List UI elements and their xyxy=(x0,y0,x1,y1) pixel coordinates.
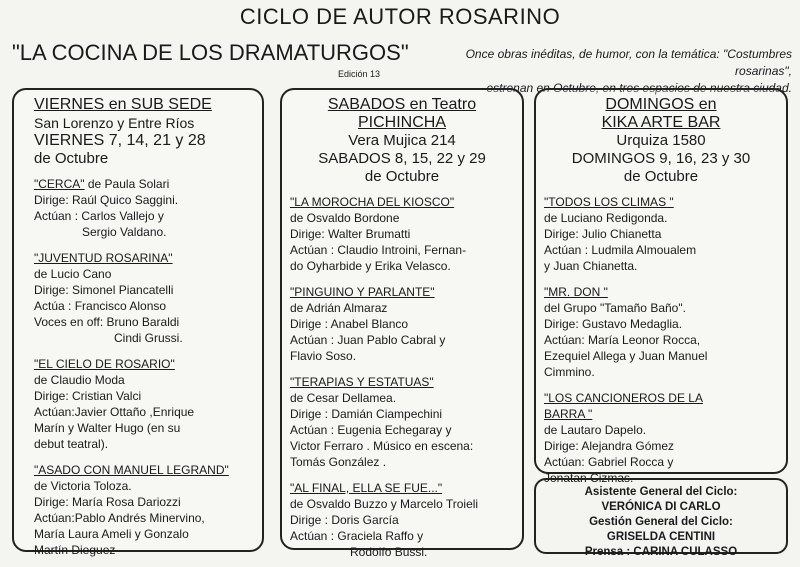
venue-heading: DOMINGOS en xyxy=(605,96,717,113)
venue-month: de Octubre xyxy=(364,168,440,185)
venue-block xyxy=(34,96,252,168)
play-line: Actúan:Pablo Andrés Minervino, xyxy=(34,511,205,525)
description-line: estrenan en Octubre, en tres espacios de nuestra ciudad. xyxy=(486,81,792,95)
credits-line: Asistente General del Ciclo: xyxy=(584,486,738,498)
play-title: BARRA " xyxy=(544,407,593,421)
play-line: de Claudio Moda xyxy=(34,373,125,387)
play-line: Victor Ferraro . Músico en escena: xyxy=(290,439,474,453)
play-line: Dirige: Walter Brumatti xyxy=(290,227,411,241)
play-title: "AL FINAL, ELLA SE FUE..." xyxy=(290,481,443,495)
play-entry xyxy=(34,462,252,558)
credits-box xyxy=(534,478,788,558)
venue-address: San Lorenzo y Entre Ríos xyxy=(34,115,195,131)
play-title: "LA MOROCHA DEL KIOSCO" xyxy=(290,195,455,209)
page-title: CICLO DE AUTOR ROSARINO xyxy=(239,4,561,29)
play-line: Ezequiel Allega y Juan Manuel xyxy=(544,349,708,363)
play-line: Cimmino. xyxy=(544,365,595,379)
play-line: Actúan : Juan Pablo Cabral y xyxy=(290,333,446,347)
play-line: Actúan: María Leonor Rocca, xyxy=(544,333,701,347)
play-line: Voces en off: Bruno Baraldi xyxy=(34,315,180,329)
venue-address: Urquiza 1580 xyxy=(616,132,706,149)
play-title: "PINGUINO Y PARLANTE" xyxy=(290,285,435,299)
credits-line: Prensa : CARINA CULASSO xyxy=(584,546,738,558)
play-line: do Oyharbide y Erika Velasco. xyxy=(290,259,451,273)
play-author: de Paula Solari xyxy=(84,177,170,191)
play-entry xyxy=(290,284,514,364)
play-line: Jonatan Cizmas. xyxy=(544,471,634,485)
play-line: Actúan : Graciela Raffo y xyxy=(290,529,424,543)
play-line: Rodolfo Bussi. xyxy=(350,545,428,559)
venue-block xyxy=(544,96,778,186)
page-subtitle: "LA COCINA DE LOS DRAMATURGOS" xyxy=(12,40,409,65)
play-line: Actúan : Carlos Vallejo y xyxy=(34,209,164,223)
play-line: de Lautaro Dapelo. xyxy=(544,423,647,437)
play-line: Dirige: Raúl Quico Saggini. xyxy=(34,193,179,207)
play-line: del Grupo "Tamaño Baño". xyxy=(544,301,686,315)
friday-column xyxy=(12,88,264,557)
play-title: "TERAPIAS Y ESTATUAS" xyxy=(290,375,434,389)
play-title: "ASADO CON MANUEL LEGRAND" xyxy=(34,463,229,477)
play-line: de Osvaldo Buzzo y Marcelo Troieli xyxy=(290,497,479,511)
edition-label: Edición 13 xyxy=(338,69,381,79)
play-line: Dirige: María Rosa Dariozzi xyxy=(34,495,181,509)
play-line: de Lucio Cano xyxy=(34,267,112,281)
play-line: Actúa : Francisco Alonso xyxy=(34,299,167,313)
play-line: de Cesar Dellamea. xyxy=(290,391,397,405)
venue-month: de Octubre xyxy=(34,150,109,167)
credits-line: VERÓNICA DI CARLO xyxy=(601,501,721,513)
venue-block xyxy=(290,96,514,186)
play-entry xyxy=(290,374,514,470)
play-entry xyxy=(290,480,514,560)
play-line: María Laura Ameli y Gonzalo xyxy=(34,527,189,541)
play-line: de Adrián Almaraz xyxy=(290,301,388,315)
play-line: Dirige: Alejandra Gómez xyxy=(544,439,675,453)
venue-dates: VIERNES 7, 14, 21 y 28 xyxy=(34,132,206,149)
play-line: Dirige : Anabel Blanco xyxy=(290,317,409,331)
play-line: Flavio Soso. xyxy=(290,349,357,363)
play-entry xyxy=(544,390,778,486)
play-title: "EL CIELO DE ROSARIO" xyxy=(34,357,175,371)
play-line: Dirige : Doris García xyxy=(290,513,399,527)
play-line: Dirige: Cristian Valci xyxy=(34,389,142,403)
venue-name: KIKA ARTE BAR xyxy=(601,114,721,131)
play-line: Marín y Walter Hugo (en su xyxy=(34,421,181,435)
play-entry xyxy=(544,194,778,274)
play-title: "TODOS LOS CLIMAS " xyxy=(544,195,674,209)
play-title: "JUVENTUD ROSARINA" xyxy=(34,251,173,265)
play-line: Dirige: Julio Chianetta xyxy=(544,227,662,241)
credits-line: Gestión General del Ciclo: xyxy=(589,516,733,528)
sunday-column xyxy=(534,88,788,485)
venue-dates: DOMINGOS 9, 16, 23 y 30 xyxy=(571,150,751,167)
play-line: de Luciano Redigonda. xyxy=(544,211,668,225)
play-title: "LOS CANCIONEROS DE LA xyxy=(544,391,703,405)
play-entry xyxy=(290,194,514,274)
play-line: debut teatral). xyxy=(34,437,109,451)
saturday-column xyxy=(280,88,524,559)
play-line: Dirige : Damián Ciampechini xyxy=(290,407,443,421)
play-entry xyxy=(34,176,252,240)
play-entry xyxy=(34,356,252,452)
play-title: "MR. DON " xyxy=(544,285,608,299)
venue-dates: SABADOS 8, 15, 22 y 29 xyxy=(318,150,486,167)
play-line: Martín Dieguez xyxy=(34,543,116,557)
play-line: Dirige: Simonel Piancatelli xyxy=(34,283,174,297)
play-line: Sergio Valdano. xyxy=(82,225,167,239)
description-line: Once obras inéditas, de humor, con la temática: "Costumbres rosarinas", xyxy=(465,47,792,78)
play-line: Dirige: Gustavo Medaglia. xyxy=(544,317,683,331)
venue-heading: VIERNES en SUB SEDE xyxy=(34,96,212,113)
play-line: Actúan:Javier Ottaño ,Enrique xyxy=(34,405,195,419)
play-line: Actúan : Ludmila Almoualem xyxy=(544,243,697,257)
play-entry xyxy=(34,250,252,346)
venue-month: de Octubre xyxy=(623,168,699,185)
play-title: "CERCA" xyxy=(34,177,85,191)
play-entry xyxy=(544,284,778,380)
venue-heading: SABADOS en Teatro xyxy=(327,96,477,113)
play-line: Actúan: Gabriel Rocca y xyxy=(544,455,674,469)
play-line: Actúan : Eugenia Echegaray y xyxy=(290,423,452,437)
venue-address: Vera Mujica 214 xyxy=(348,132,456,149)
play-line: de Osvaldo Bordone xyxy=(290,211,400,225)
venue-name: PICHINCHA xyxy=(357,114,446,131)
play-line: de Victoria Toloza. xyxy=(34,479,132,493)
play-line: Tomás González . xyxy=(290,455,387,469)
play-line: Cindi Grussi. xyxy=(114,331,183,345)
credits-line: GRISELDA CENTINI xyxy=(606,531,716,543)
play-line: Actúan : Claudio Introini, Fernan- xyxy=(290,243,467,257)
play-line: y Juan Chianetta. xyxy=(544,259,638,273)
